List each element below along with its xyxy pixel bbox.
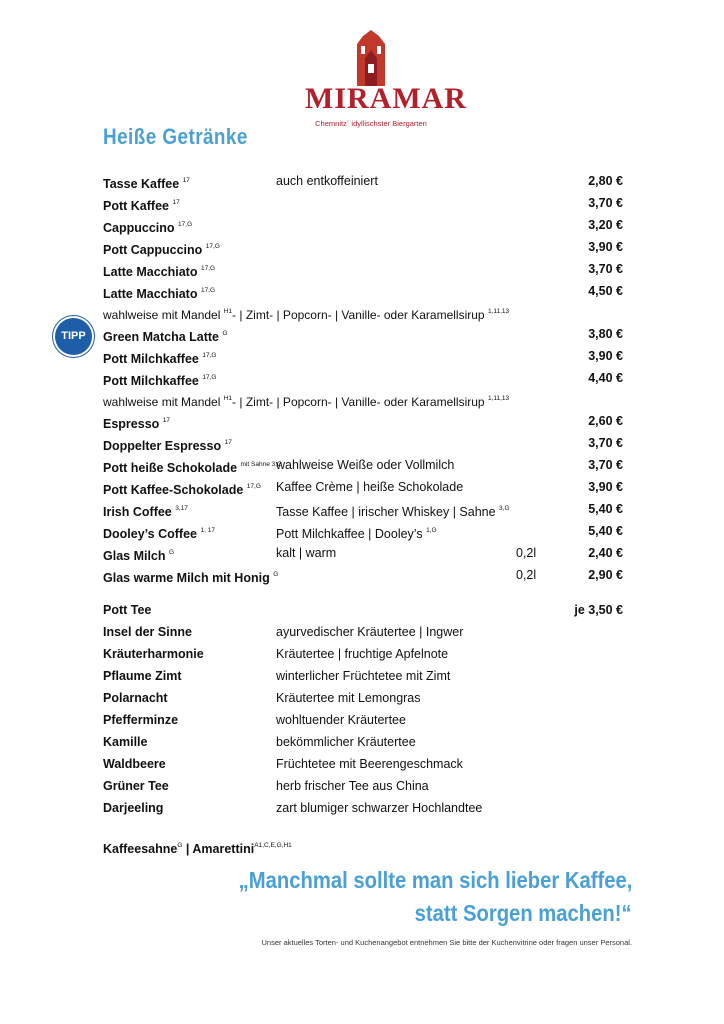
item-description (276, 754, 463, 774)
item-name (103, 688, 168, 708)
miramar-logo (305, 28, 467, 128)
menu-item-row (103, 259, 623, 279)
menu-item-row (103, 622, 623, 642)
item-name (103, 215, 192, 238)
menu-item-row (103, 521, 623, 541)
item-name-text: Pott Kaffee-Schokolade (103, 483, 244, 497)
item-name (103, 710, 178, 730)
allergen-codes: 17,G (202, 374, 217, 381)
item-description-text: Kaffee Crème | heiße Schokolade (276, 480, 464, 494)
item-name-text: wahlweise mit Mandel (103, 308, 221, 322)
item-price: 3,90 € (588, 240, 623, 254)
extras-separator: | (182, 842, 193, 856)
item-name (103, 644, 204, 664)
item-name (103, 302, 509, 325)
allergen-codes: 17 (224, 439, 232, 446)
extras-line (103, 842, 292, 856)
item-name (103, 666, 182, 686)
syrup-option-note (103, 302, 623, 322)
item-name (103, 776, 169, 796)
item-name (103, 543, 174, 566)
item-description (276, 710, 406, 730)
item-name (103, 622, 192, 642)
item-name (103, 237, 220, 260)
menu-item-row (103, 368, 623, 388)
item-name-text: Latte Macchiato (103, 265, 198, 279)
item-description (276, 666, 450, 686)
item-description-text: Kräutertee mit Lemongras (276, 691, 421, 705)
item-price: 3,80 € (588, 327, 623, 341)
item-name-text: Glas warme Milch mit Honig (103, 571, 270, 585)
allergen-codes: 17,G (178, 221, 193, 228)
menu-item-row (103, 411, 623, 431)
allergen-codes: 17 (172, 199, 180, 206)
allergen-codes: G (169, 549, 175, 556)
item-name-text: Cappuccino (103, 221, 175, 235)
menu-item-row (103, 732, 623, 752)
item-name (103, 193, 180, 216)
item-price: 2,40 € (588, 546, 623, 560)
item-description (276, 644, 448, 664)
item-description-text: wohltuender Kräutertee (276, 713, 406, 727)
allergen-codes: 1,G (426, 527, 437, 534)
item-description-text: Tasse Kaffee | irischer Whiskey | Sahne (276, 505, 496, 519)
extras-cream: Kaffeesahne (103, 842, 178, 856)
allergen-codes: G (273, 571, 279, 578)
item-price: 3,70 € (588, 458, 623, 472)
menu-item-row (103, 237, 623, 257)
menu-item-row (103, 754, 623, 774)
item-name (103, 521, 215, 544)
item-description-text: bekömmlicher Kräutertee (276, 735, 416, 749)
item-name (103, 259, 215, 282)
item-name-text: Irish Coffee (103, 505, 172, 519)
item-description (276, 798, 482, 818)
item-name (103, 754, 166, 774)
item-price: 4,40 € (588, 371, 623, 385)
item-name (103, 389, 509, 412)
castle-tower-icon (353, 28, 389, 86)
item-name-text: Dooley’s Coffee (103, 527, 198, 541)
extras-cream-sup: G (177, 842, 183, 849)
item-description (276, 477, 463, 497)
item-description: - | Zimt- | Popcorn- | Vanille- oder Karamellsirup (232, 308, 485, 322)
item-description: - | Zimt- | Popcorn- | Vanille- oder Karamellsirup (232, 395, 485, 409)
allergen-codes: mit Sahne 3,G (240, 461, 283, 468)
item-description-text: Pott Milchkaffee | Dooley’s (276, 527, 423, 541)
menu-item-row (103, 710, 623, 730)
allergen-codes: H1 (223, 395, 233, 402)
allergen-codes: G (222, 330, 228, 337)
allergen-codes: 1,11,13 (487, 395, 510, 402)
item-description-text: winterlicher Früchtetee mit Zimt (276, 669, 451, 683)
allergen-codes: 17,G (246, 483, 261, 490)
allergen-codes: 3,17 (175, 505, 188, 512)
item-price: 3,90 € (588, 480, 623, 494)
menu-item-row (103, 688, 623, 708)
menu-item-row (103, 543, 623, 563)
item-name (103, 455, 282, 478)
item-price: 2,80 € (588, 174, 623, 188)
item-price: 3,70 € (588, 196, 623, 210)
item-name (103, 324, 228, 347)
menu-item-row (103, 324, 623, 344)
allergen-codes: 17,G (202, 352, 217, 359)
item-name (103, 368, 216, 391)
item-price: 3,70 € (588, 436, 623, 450)
item-description-text: ayurvedischer Kräutertee | Ingwer (276, 625, 464, 639)
item-description-text: Früchtetee mit Beerengeschmack (276, 757, 463, 771)
item-name-text: Polarnacht (103, 691, 168, 705)
menu-item-row (103, 193, 623, 213)
logo-wordmark: MIRAMAR (305, 82, 467, 115)
item-name (103, 411, 170, 434)
item-name-text: Doppelter Espresso (103, 439, 222, 453)
menu-item-row (103, 600, 623, 620)
item-name-text: Tasse Kaffee (103, 177, 180, 191)
quote-line-1: „Manchmal sollte man sich lieber Kaffee, (238, 867, 632, 893)
item-description (276, 521, 437, 544)
item-description-text: wahlweise Weiße oder Vollmilch (276, 458, 455, 472)
item-price: 3,90 € (588, 349, 623, 363)
item-name-text: Latte Macchiato (103, 287, 198, 301)
item-name-text: Green Matcha Latte (103, 330, 220, 344)
item-description-text: auch entkoffeiniert (276, 174, 378, 188)
item-name-text: Kräuterharmonie (103, 647, 204, 661)
allergen-codes: 17,G (200, 265, 216, 272)
quote-line-2: statt Sorgen machen!“ (414, 900, 632, 926)
item-price: 5,40 € (588, 502, 623, 516)
item-name-text: Pott Cappuccino (103, 243, 203, 257)
menu-item-row (103, 798, 623, 818)
item-description-text: kalt | warm (276, 546, 337, 560)
item-name-text: Glas Milch (103, 549, 166, 563)
syrup-option-note (103, 389, 623, 409)
item-name (103, 798, 163, 818)
item-price: 3,70 € (588, 262, 623, 276)
menu-item-row (103, 565, 623, 585)
item-name (103, 433, 232, 456)
item-name-text: Pfefferminze (103, 713, 179, 727)
menu-item-row (103, 433, 623, 453)
item-description (276, 732, 416, 752)
item-volume: 0,2l (516, 568, 537, 582)
item-description-text: herb frischer Tee aus China (276, 779, 429, 793)
allergen-codes: 3,G (499, 505, 510, 512)
item-name-text: Espresso (103, 417, 160, 431)
extras-amarettini-sup: A1,C,E,G,H1 (254, 842, 292, 849)
allergen-codes: 1,11,13 (487, 308, 510, 315)
menu-item-row (103, 171, 623, 191)
item-description (276, 688, 421, 708)
page-title: Heiße Getränke (103, 124, 248, 149)
item-name (103, 600, 151, 620)
allergen-codes: 17,G (200, 287, 216, 294)
menu-item-row (103, 281, 623, 301)
menu-item-row (103, 666, 623, 686)
item-description (276, 776, 429, 796)
item-name (103, 732, 147, 752)
menu-item-row (103, 499, 623, 519)
allergen-codes: 1, 17 (200, 527, 215, 534)
item-name (103, 565, 278, 588)
logo-tagline: Chemnitz´ idyllischster Biergarten (315, 119, 427, 128)
item-price: 2,60 € (588, 414, 623, 428)
item-name (103, 171, 190, 194)
item-name-text: Grüner Tee (103, 779, 169, 793)
item-description (276, 499, 510, 522)
item-name (103, 346, 216, 369)
allergen-codes: 17 (162, 417, 170, 424)
item-description-text: Kräutertee | fruchtige Apfelnote (276, 647, 449, 661)
tipp-badge-icon: TIPP (55, 318, 92, 355)
item-description (276, 171, 378, 191)
menu-item-row (103, 215, 623, 235)
allergen-codes: 17 (182, 177, 190, 184)
item-name-text: Insel der Sinne (103, 625, 192, 639)
item-price: 5,40 € (588, 524, 623, 538)
item-name-text: Pflaume Zimt (103, 669, 182, 683)
item-price: je 3,50 € (574, 603, 623, 617)
allergen-codes: H1 (223, 308, 233, 315)
item-description (276, 622, 463, 642)
item-name-text: Pott Milchkaffee (103, 352, 199, 366)
item-name-text: Darjeeling (103, 801, 164, 815)
extras-amarettini: Amarettini (192, 842, 255, 856)
item-price: 3,20 € (588, 218, 623, 232)
item-name-text: Pott Milchkaffee (103, 374, 199, 388)
item-description (276, 543, 336, 563)
item-name-text: Waldbeere (103, 757, 166, 771)
item-price: 2,90 € (588, 568, 623, 582)
menu-item-row (103, 455, 623, 475)
item-name-text: Kamille (103, 735, 148, 749)
item-description-text: zart blumiger schwarzer Hochlandtee (276, 801, 483, 815)
item-name (103, 477, 261, 500)
item-description (276, 455, 454, 475)
item-name-text: Pott Kaffee (103, 199, 169, 213)
item-name-text: wahlweise mit Mandel (103, 395, 221, 409)
menu-item-row (103, 644, 623, 664)
footer-note: Unser aktuelles Torten- und Kuchenangebot entnehmen Sie bitte der Kuchenvitrine oder fragen unser Personal. (261, 938, 632, 947)
item-volume: 0,2l (516, 546, 537, 560)
menu-item-row (103, 477, 623, 497)
item-name (103, 499, 188, 522)
item-name (103, 281, 215, 304)
item-name-text: Pott heiße Schokolade (103, 461, 238, 475)
item-name-text: Pott Tee (103, 603, 152, 617)
allergen-codes: 17,G (205, 243, 220, 250)
menu-item-row (103, 346, 623, 366)
menu-item-row (103, 776, 623, 796)
item-price: 4,50 € (588, 284, 623, 298)
